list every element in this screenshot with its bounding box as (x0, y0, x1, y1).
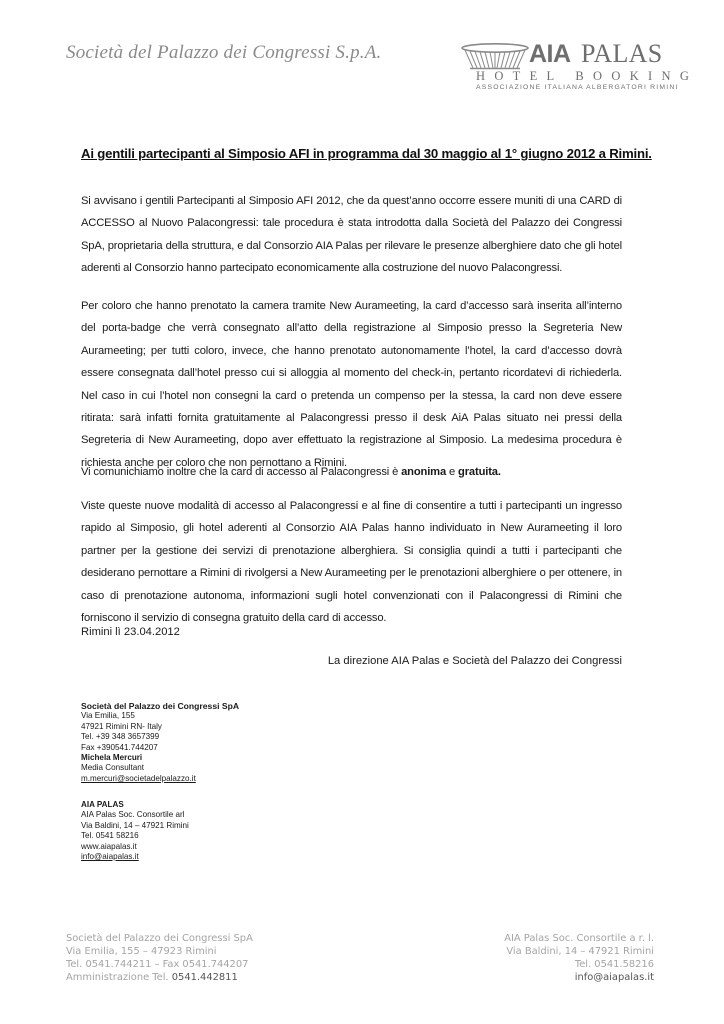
footer-right-phone: Tel. 0541.58216 (574, 959, 654, 970)
footer-right-address: Via Baldini, 14 – 47921 Rimini (506, 946, 654, 957)
p3-prefix: Vi comunichiamo inoltre che la card di accesso al Palacongressi è (81, 466, 402, 478)
p3-anonima: anonima (401, 466, 447, 478)
paragraph-card-delivery: Per coloro che hanno prenotato la camera tramite New Aurameeting, la card d’accesso sarà inserita all’interno del porta-badge che verrà consegnato all’atto della registrazione al Simposio presso la Segreteria New Aurameeting; per tutti coloro, invece, che hanno prenotato autonomamente l’hotel, la card d’accesso dovrà essere consegnata dall’hotel presso cui si alloggia al momento del check-in, pertanto ricordatevi di richiederla. Nel caso in cui l’hotel non consegni la card o pretenda un compenso per la stessa, la card non deve essere ritirata: sarà infatti fornita gratuitamente al Palacongressi presso il desk AiA Palas situato nei pressi della Segreteria di New Aurameeting, dopo aver effettuato la registrazione al Simposio. La medesima procedura è richiesta anche per coloro che non pernottano a Rimini. (81, 300, 622, 469)
contact-street: Via Baldini, 14 – 47921 Rimini (81, 820, 189, 830)
company-title: Società del Palazzo dei Congressi S.p.A. (66, 42, 382, 63)
contact-email-link[interactable]: info@aiapalas.it (81, 852, 139, 862)
footer-right-company: AIA Palas Soc. Consortile a r. l. (504, 933, 654, 944)
contact-org: Società del Palazzo dei Congressi SpA (81, 701, 240, 711)
contact-person: Michela Mercuri (81, 753, 143, 763)
aia-palas-logo (460, 39, 699, 94)
contact-role: Media Consultant (81, 763, 144, 773)
logo-brand-light: PALAS (581, 39, 663, 68)
footer-left (66, 932, 253, 984)
footer-right (504, 932, 654, 984)
letter-signature: La direzione AIA Palas e Società del Palazzo dei Congressi (327, 655, 622, 667)
paragraph-card-requirement: Si avvisano i gentili Partecipanti al Simposio AFI 2012, che da quest’anno occorre essere muniti di una CARD di ACCESSO al Nuovo Palacongressi: tale procedura è stata introdotta dalla Società del Palazzo dei Congressi SpA, proprietaria della struttura, e dal Consorzio AIA Palas per rilevare le presenze alberghiere dato che gli hotel aderenti al Consorzio hanno partecipato economicamente alla costruzione del nuovo Palacongressi. (81, 195, 622, 275)
contact-block-palazzo (81, 701, 239, 784)
footer-left-phone: Tel. 0541.744211 – Fax 0541.744207 (66, 959, 249, 970)
contact-email-link[interactable]: m.mercuri@societadelpalazzo.it (81, 773, 196, 783)
footer-left-address: Via Emilia, 155 – 47923 Rimini (66, 946, 217, 957)
p3-gratuita: gratuita. (458, 466, 501, 478)
contact-street: Via Emilia, 155 (81, 711, 135, 721)
contact-block-aiapalas (81, 800, 189, 862)
p3-mid: e (446, 466, 459, 478)
contact-fax: Fax +390541.744207 (81, 742, 158, 752)
assoc-word-1: ASSOCIAZIONE (476, 84, 542, 91)
footer-left-admin (66, 971, 253, 984)
contact-tel: Tel. 0541 58216 (81, 831, 139, 841)
assoc-word-3: ALBERGATORI (586, 84, 648, 91)
logo-brand-bold: AIA (529, 40, 571, 68)
paragraph-booking-partner: Viste queste nuove modalità di accesso al Palacongressi e al fine di consentire a tutti i partecipanti un ingresso rapido al Simposio, gli hotel aderenti al Consorzio AIA Palas hanno individuato in New Aurameeting il loro partner per la gestione dei servizi di prenotazione alberghiera. Si consiglia quindi a tutti i partecipanti che desiderano pernottare a Rimini di rivolgersi a New Aurameeting per le prenotazioni alberghiere o per ottenere, in caso di prenotazione autonoma, informazioni sugli hotel convenzionati con il Palacongressi di Rimini che forniscono il servizio di consegna gratuito della card di accesso. (81, 500, 622, 625)
logo-association (476, 84, 679, 91)
letter-date: Rimini lì 23.04.2012 (81, 626, 180, 638)
footer-admin-number: 0541.442811 (171, 972, 238, 983)
footer-admin-label: Amministrazione Tel. (66, 972, 172, 983)
contact-website-link[interactable]: www.aiapalas.it (81, 841, 137, 851)
assoc-word-4: RIMINI (650, 84, 679, 91)
footer-right-email: info@aiapalas.it (574, 972, 654, 983)
paragraph-card-anonymous (81, 461, 622, 483)
assoc-word-2: ITALIANA (544, 84, 584, 91)
footer-left-company: Società del Palazzo dei Congressi SpA (66, 933, 253, 944)
logo-tagline: HOTEL BOOKING (476, 69, 699, 83)
contact-city: 47921 Rimini RN- Italy (81, 721, 162, 731)
palace-dome-icon (460, 42, 530, 70)
letter-subject: Ai gentili partecipanti al Simposio AFI in programma dal 30 maggio al 1° giugno 2012 a Rimini. (81, 146, 652, 161)
contact-tel: Tel. +39 348 3657399 (81, 732, 160, 742)
contact-org: AIA PALAS (81, 800, 124, 809)
contact-name: AIA Palas Soc. Consortile arl (81, 810, 185, 820)
